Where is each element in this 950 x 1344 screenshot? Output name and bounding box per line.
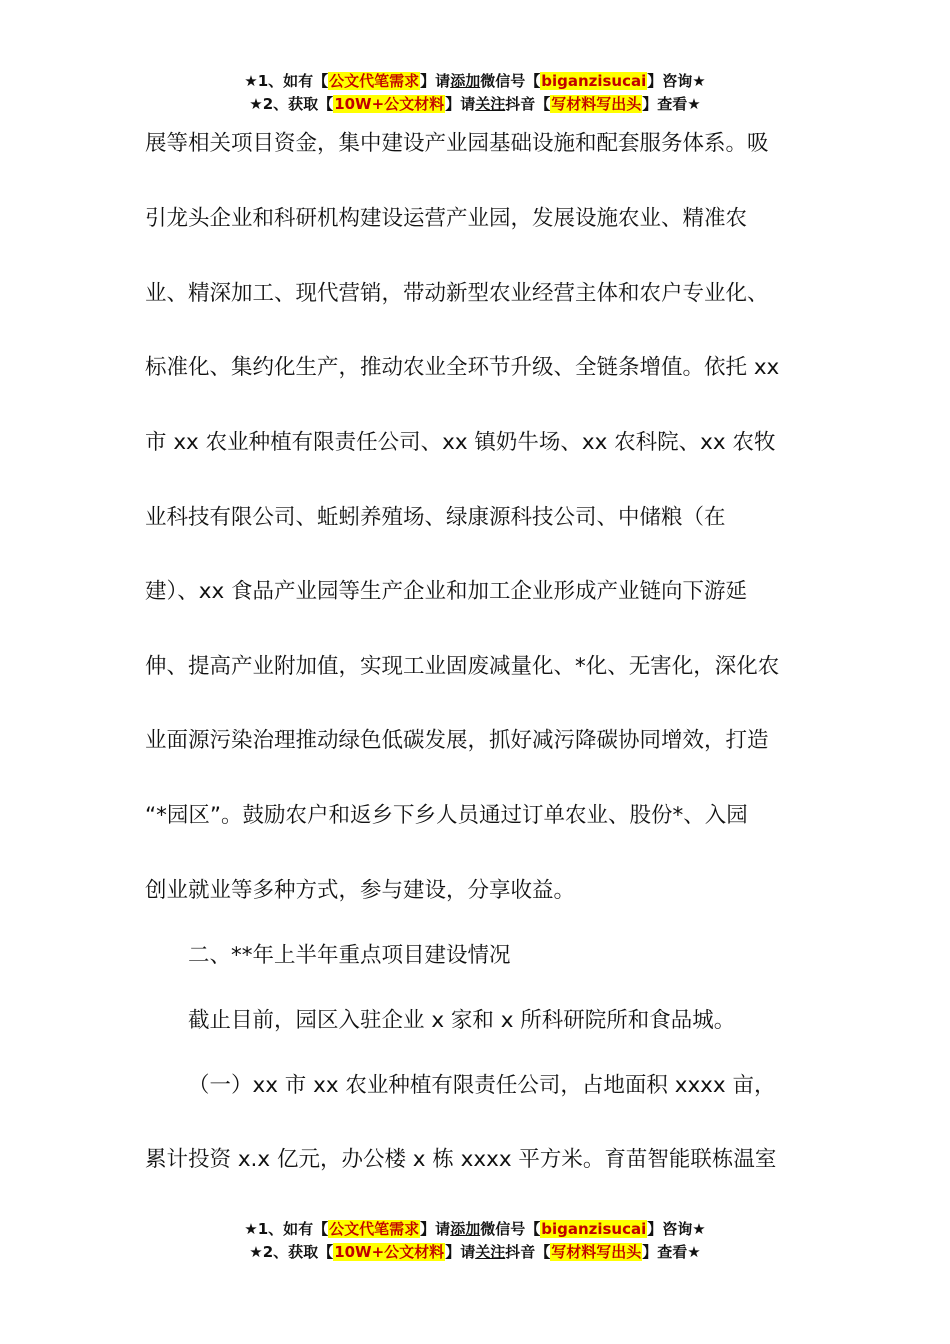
banner-highlight: 写材料写出头 [551,1243,642,1261]
banner-text: 】请 [445,1243,476,1261]
banner-text: ★2、获取【 [249,95,334,113]
banner-highlight: biganzisucai [541,1220,647,1238]
banner-highlight: 写材料写出头 [551,95,642,113]
banner-text: 】咨询★ [647,72,706,90]
banner-text: 】咨询★ [647,1220,706,1238]
banner-underlined-text: 添加 [450,72,481,90]
banner-highlight: 公文代笔需求 [329,72,420,90]
paragraph-line: 创业就业等多种方式，参与建设，分享收益。 [145,878,576,903]
banner-underlined-text: 添加 [450,1220,481,1238]
banner-text: 抖音【 [505,95,551,113]
banner-text: 】请 [420,72,451,90]
banner-text: 微信号【 [480,72,541,90]
paragraph-line: 截止目前，园区入驻企业 x 家和 x 所科研院所和食品城。 [188,1008,736,1033]
banner-text: 】查看★ [642,1243,701,1261]
header-banner [0,70,950,116]
paragraph-line: 建）、xx 食品产业园等生产企业和加工企业形成产业链向下游延 [145,579,748,604]
banner-highlight: 10W+公文材料 [334,1243,445,1261]
banner-text: 】请 [445,95,476,113]
banner-underlined-text: 关注 [475,1243,506,1261]
banner-text: 微信号【 [480,1220,541,1238]
paragraph-line: （一）xx 市 xx 农业种植有限责任公司，占地面积 xxxx 亩， [188,1073,776,1098]
banner-text: ★1、如有【 [244,1220,329,1238]
banner-text: ★2、获取【 [249,1243,334,1261]
paragraph-line: 伸、提高产业附加值，实现工业固废减量化、*化、无害化，深化农 [145,654,780,679]
banner-underlined-text: 关注 [475,95,506,113]
banner-line-1 [0,1218,950,1241]
banner-line-2 [0,93,950,116]
paragraph-line: 业、精深加工、现代营销，带动新型农业经营主体和农户专业化、 [145,281,769,306]
paragraph-line: 业面源污染治理推动绿色低碳发展，抓好减污降碳协同增效，打造 [145,728,769,753]
banner-highlight: 10W+公文材料 [334,95,445,113]
paragraph-line: 标准化、集约化生产，推动农业全环节升级、全链条增值。依托 xx [145,355,780,380]
banner-line-1 [0,70,950,93]
banner-text: 抖音【 [505,1243,551,1261]
banner-highlight: 公文代笔需求 [329,1220,420,1238]
paragraph-line: 展等相关项目资金，集中建设产业园基础设施和配套服务体系。吸 [145,131,769,156]
banner-text: 】查看★ [642,95,701,113]
footer-banner [0,1218,950,1264]
paragraph-line: 引龙头企业和科研机构建设运营产业园，发展设施农业、精准农 [145,206,748,231]
paragraph-line: “*园区”。鼓励农户和返乡下乡人员通过订单农业、股份*、入园 [145,803,748,828]
section-heading: 二、**年上半年重点项目建设情况 [188,943,511,968]
banner-highlight: biganzisucai [541,72,647,90]
banner-line-2 [0,1241,950,1264]
banner-text: 】请 [420,1220,451,1238]
paragraph-line: 市 xx 农业种植有限责任公司、xx 镇奶牛场、xx 农科院、xx 农牧 [145,430,776,455]
paragraph-line: 业科技有限公司、蚯蚓养殖场、绿康源科技公司、中储粮（在 [145,505,726,530]
banner-text: ★1、如有【 [244,72,329,90]
paragraph-line: 累计投资 x.x 亿元，办公楼 x 栋 xxxx 平方米。育苗智能联栋温室 [145,1147,777,1172]
